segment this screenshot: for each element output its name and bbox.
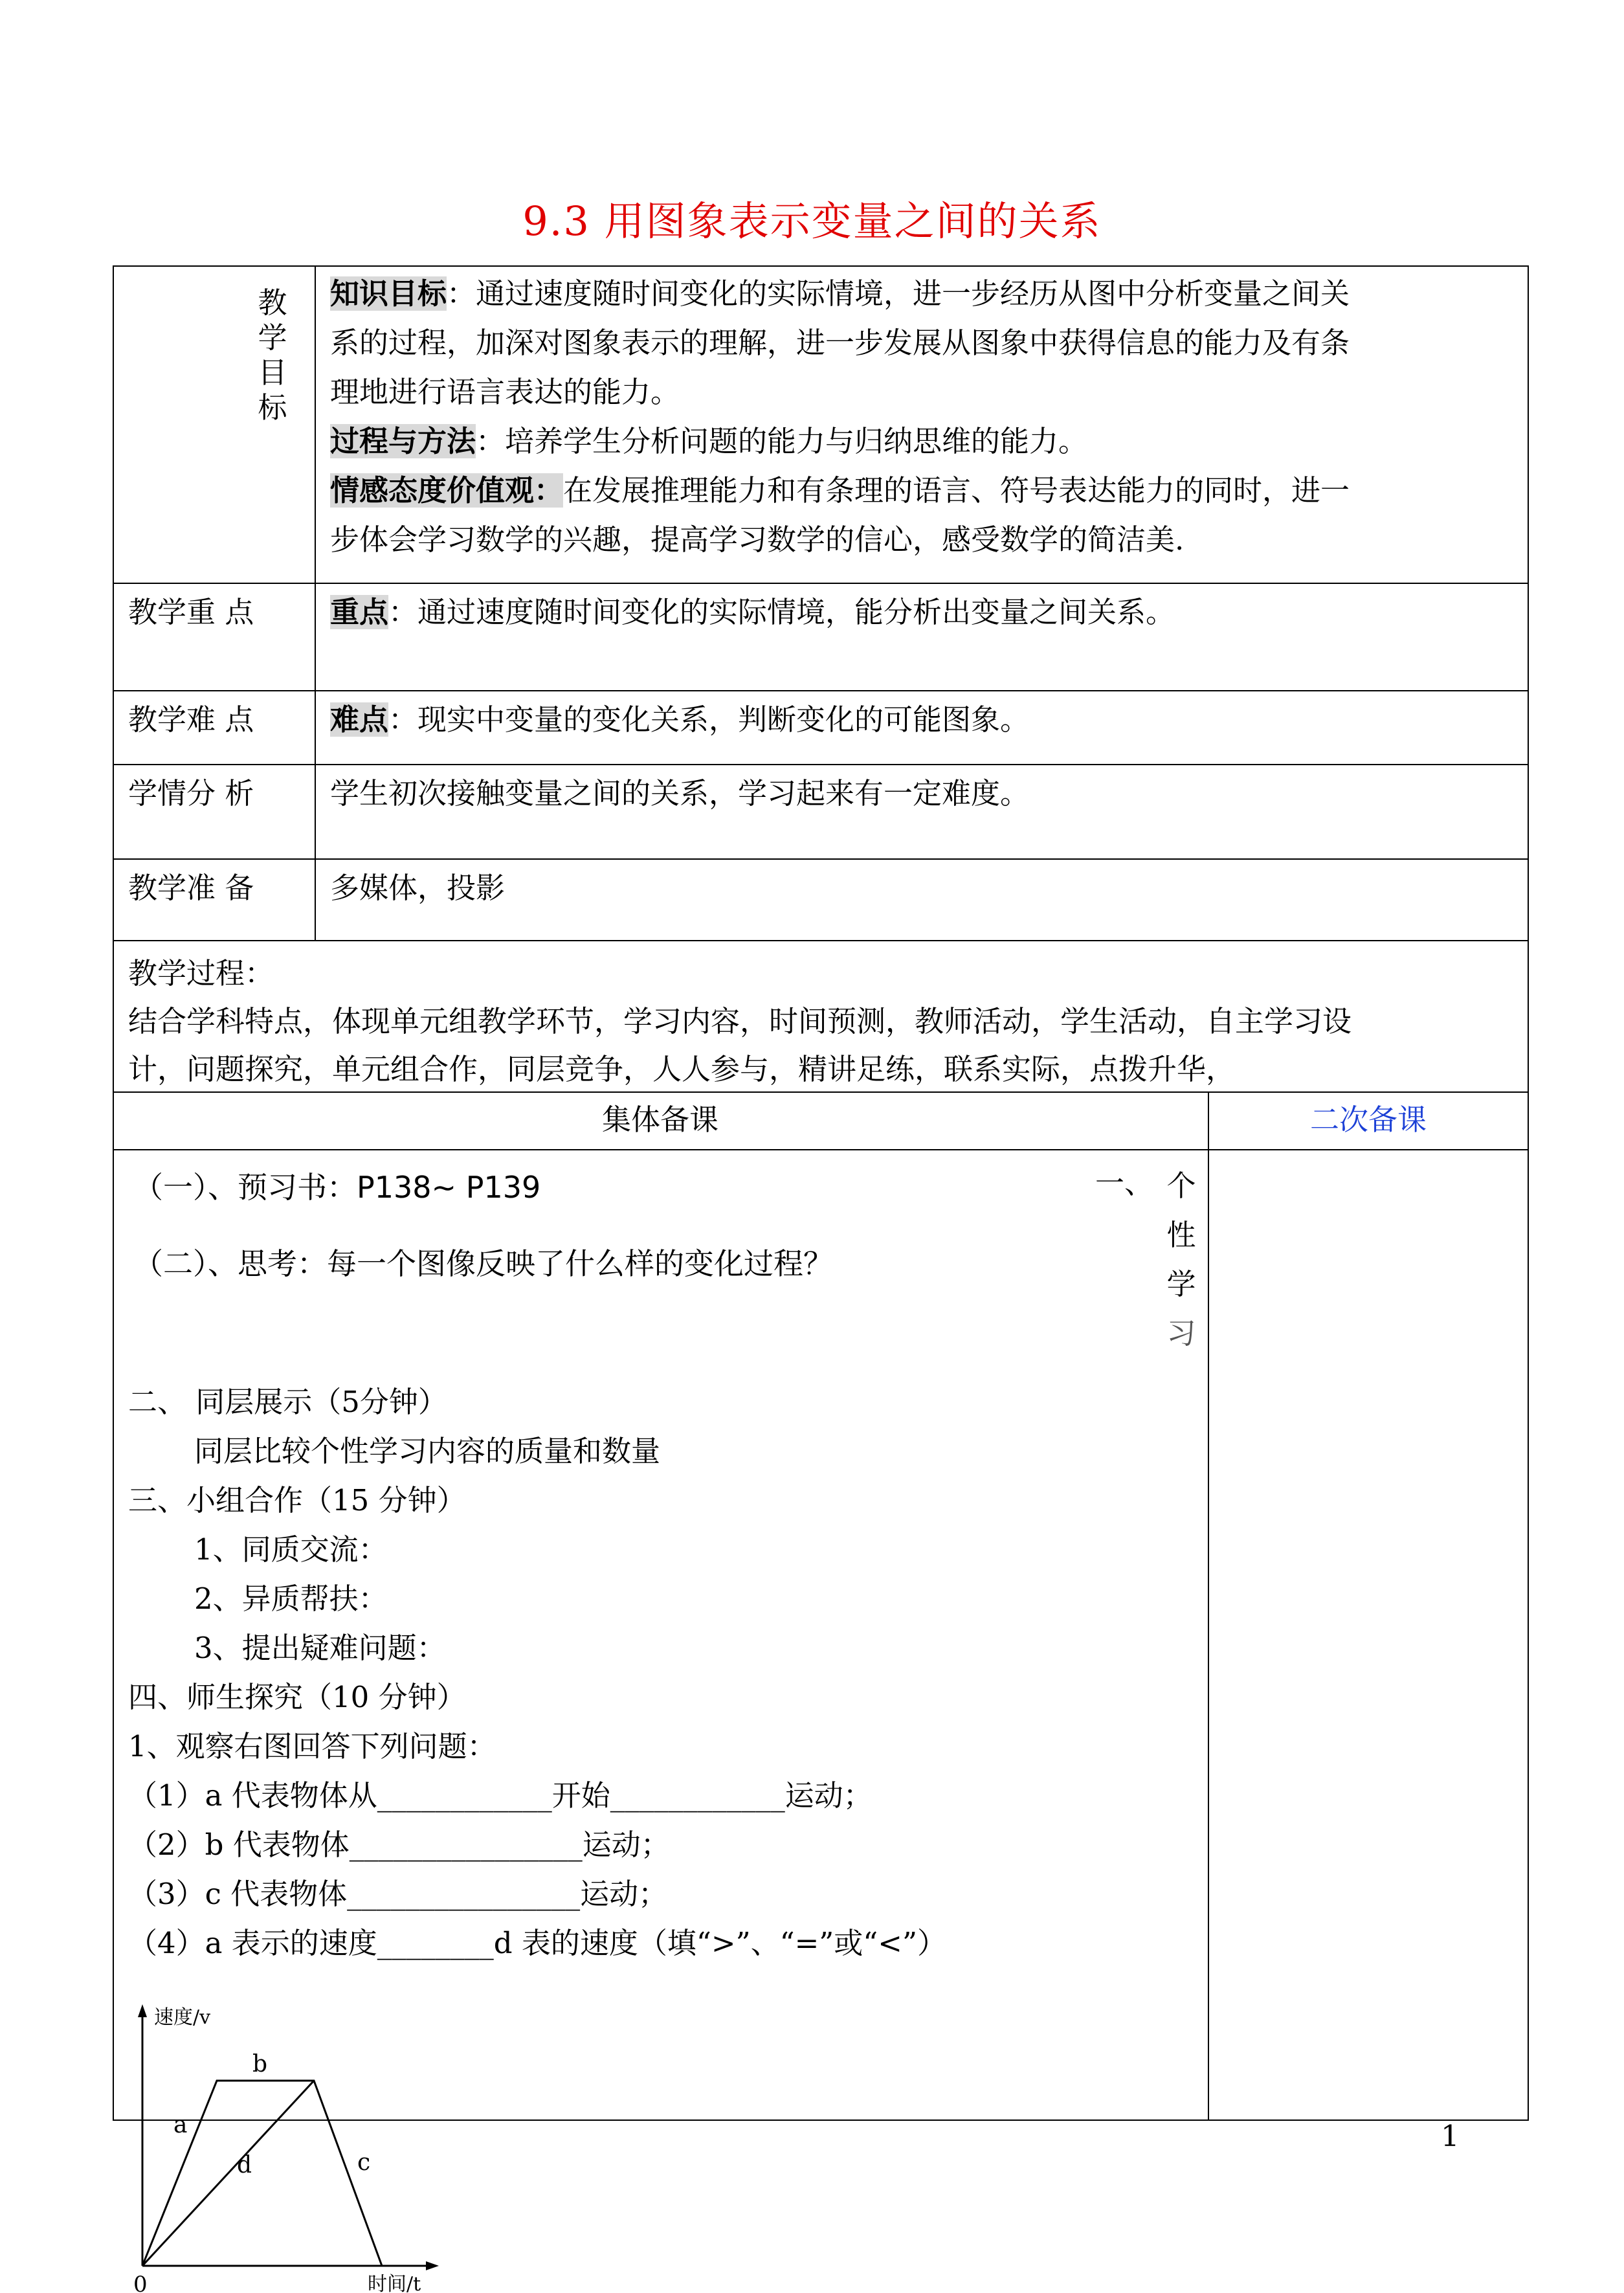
knowledge-objective-line: 理地进行语言表达的能力。 <box>330 375 680 409</box>
preparation-label: 教学准 备 <box>128 871 254 905</box>
page-title: 9.3 用图象表示变量之间的关系 <box>522 197 1102 245</box>
row-divider <box>113 583 1529 584</box>
emotion-objective-label: 情感态度价值观： <box>330 473 564 508</box>
difficulty-text: ：现实中变量的变化关系，判断变化的可能图象。 <box>388 702 1030 737</box>
question-1: （1）a 代表物体从____________开始____________运动； <box>128 1778 873 1813</box>
knowledge-objective-label: 知识目标 <box>330 276 447 311</box>
label-c: c <box>357 2149 371 2176</box>
label-a: a <box>173 2112 188 2138</box>
row-divider <box>113 690 1529 691</box>
emotion-objective-line: 步体会学习数学的兴趣，提高学习数学的信心，感受数学的简洁美. <box>330 522 1185 557</box>
key-point-text: ：通过速度随时间变化的实际情境，能分析出变量之间关系。 <box>388 595 1175 629</box>
process-heading: 教学过程： <box>128 956 274 990</box>
side-heading-char: 个 <box>1166 1169 1196 1203</box>
difficulty-line <box>330 695 1029 744</box>
y-axis-arrow <box>138 2004 147 2017</box>
secondary-header: 二次备课 <box>1309 1102 1427 1137</box>
knowledge-objective-line <box>330 269 1350 319</box>
objectives-label-char: 目 <box>258 355 287 390</box>
section3-item: 2、异质帮扶： <box>194 1582 388 1616</box>
section3-item: 3、提出疑难问题： <box>194 1631 446 1665</box>
section3-heading: 三、小组合作（15 分钟） <box>128 1483 466 1517</box>
question-4: （4）a 表示的速度________d 表的速度（填“>”、“=”或“<”） <box>128 1926 947 1960</box>
section2-heading: 二、 同层展示（5分钟） <box>128 1385 447 1419</box>
section2-text: 同层比较个性学习内容的质量和数量 <box>194 1434 661 1468</box>
side-heading-char: 性 <box>1166 1218 1196 1252</box>
preview-line: （一）、预习书：P138~ P139 <box>133 1170 541 1205</box>
objectives-label-char: 标 <box>258 390 287 425</box>
label-b: b <box>252 2051 268 2077</box>
process-method-text: ：培养学生分析问题的能力与归纳思维的能力。 <box>476 424 1088 458</box>
side-heading-char: 习 <box>1166 1316 1196 1350</box>
section4-heading: 四、师生探究（10 分钟） <box>128 1680 466 1714</box>
difficulty-label: 教学难 点 <box>128 702 254 737</box>
y-axis-label: 速度/v <box>154 2006 211 2029</box>
row-divider <box>113 1149 1529 1150</box>
label-column-divider <box>315 265 316 940</box>
x-axis-label: 时间/t <box>368 2273 421 2293</box>
section3-item: 1、同质交流： <box>194 1532 388 1567</box>
process-line: 计，问题探究，单元组合作，同层竞争，人人参与，精讲足练，联系实际，点拨升华， <box>128 1052 1236 1086</box>
emotion-objective-text: 在发展推理能力和有条理的语言、符号表达能力的同时，进一 <box>563 473 1350 508</box>
side-prefix: 一、 <box>1095 1166 1154 1200</box>
label-d: d <box>237 2152 252 2178</box>
page-number: 1 <box>1441 2119 1460 2153</box>
key-point-line <box>330 588 1175 637</box>
side-heading-char: 学 <box>1166 1267 1196 1301</box>
knowledge-objective-line: 系的过程，加深对图象表示的理解，进一步发展从图象中获得信息的能力及有条 <box>330 326 1350 360</box>
think-line: （二）、思考：每一个图像反映了什么样的变化过程？ <box>133 1246 833 1281</box>
row-divider <box>113 858 1529 860</box>
analysis-text: 学生初次接触变量之间的关系，学习起来有一定难度。 <box>330 776 1030 811</box>
velocity-time-graph <box>117 1994 453 2293</box>
question-3: （3）c 代表物体________________运动； <box>128 1877 668 1911</box>
difficulty-bold: 难点 <box>330 702 389 737</box>
collective-header: 集体备课 <box>601 1102 718 1137</box>
row-divider <box>113 764 1529 765</box>
secondary-column-divider <box>1208 1091 1209 2121</box>
preparation-text: 多媒体，投影 <box>330 871 506 905</box>
objectives-label-char: 教 <box>258 285 287 320</box>
objectives-label-char: 学 <box>258 320 287 355</box>
emotion-objective-line <box>330 466 1350 515</box>
question-2: （2）b 代表物体________________运动； <box>128 1828 670 1862</box>
line-d <box>142 2081 314 2266</box>
process-line: 结合学科特点，体现单元组教学环节，学习内容，时间预测，教师活动，学生活动，自主学习设 <box>128 1004 1352 1038</box>
process-method-line <box>330 417 1087 466</box>
trapezoid-path <box>142 2081 382 2266</box>
origin-label: 0 <box>133 2272 148 2293</box>
knowledge-objective-text: ：通过速度随时间变化的实际情境，进一步经历从图中分析变量之间关 <box>447 276 1350 311</box>
question-intro: 1、观察右图回答下列问题： <box>128 1729 496 1763</box>
key-point-label: 教学重 点 <box>128 595 254 629</box>
analysis-label: 学情分 析 <box>128 776 254 811</box>
x-axis-arrow <box>426 2261 439 2270</box>
row-divider <box>113 940 1529 941</box>
key-point-bold: 重点 <box>330 595 389 629</box>
process-method-label: 过程与方法 <box>330 424 476 458</box>
